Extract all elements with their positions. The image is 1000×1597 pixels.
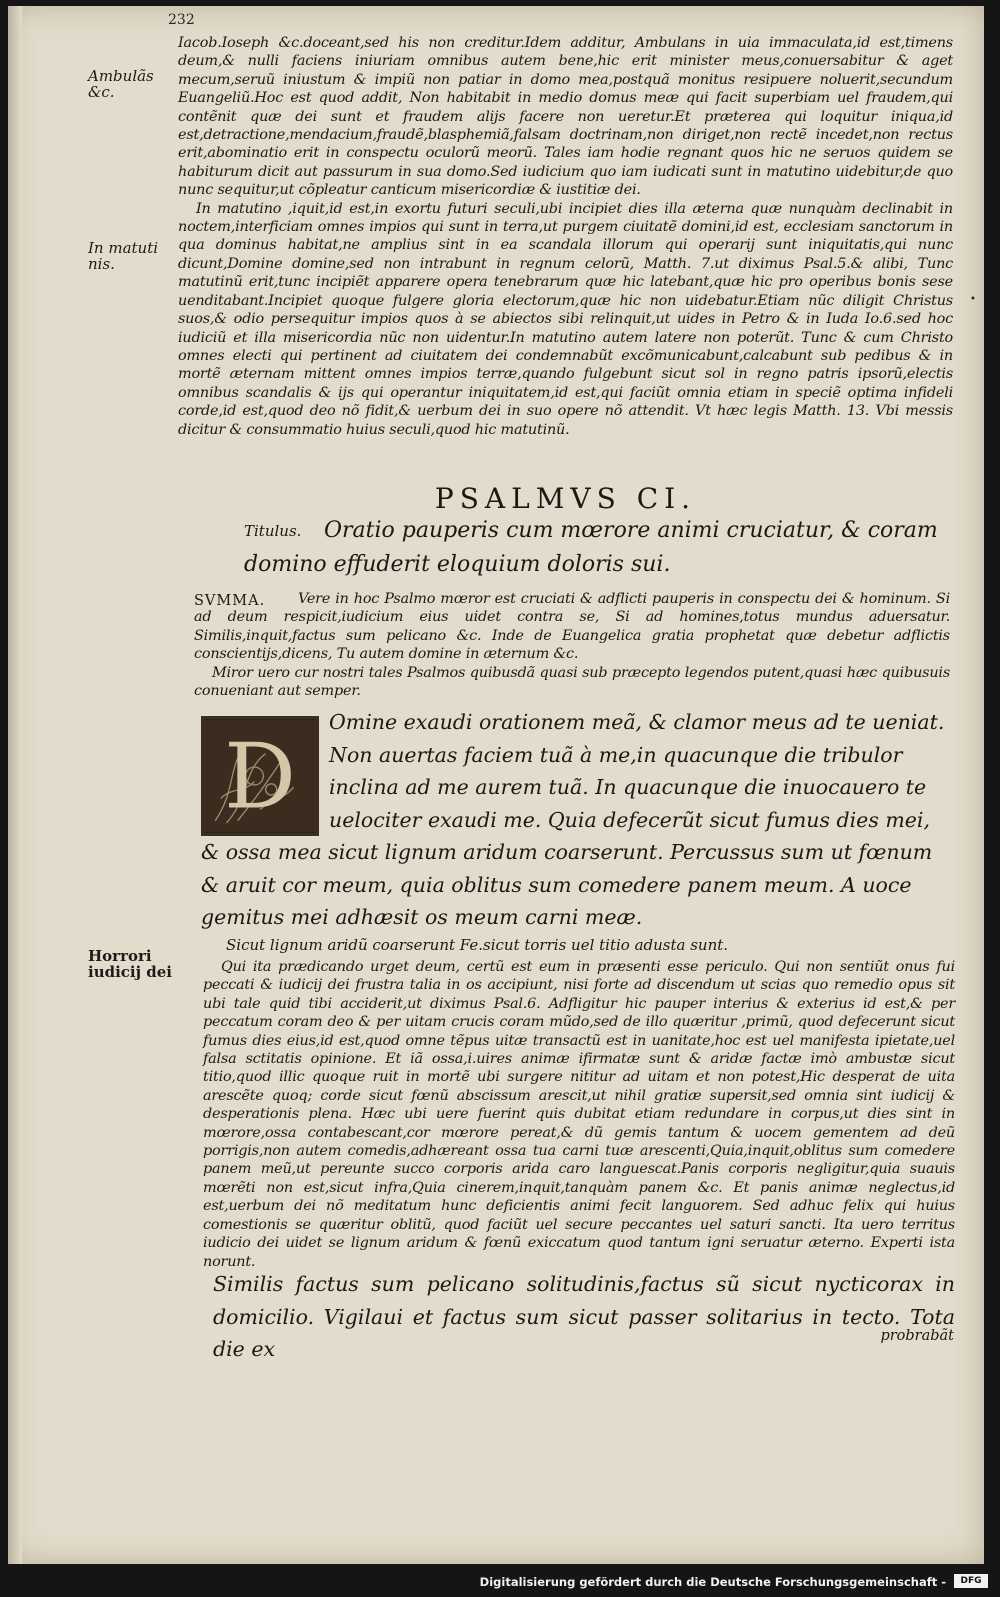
initial-letter: D — [224, 725, 296, 830]
titulus-text — [244, 514, 950, 582]
summa-label: SVMMA. — [194, 593, 266, 609]
margin-note-line: iudicij dei — [88, 963, 173, 981]
verse-gloss: Sicut lignum aridũ coarserunt Fe.sicut torris uel titio adusta sunt. — [226, 936, 729, 954]
commentary-bottom — [203, 958, 955, 1271]
margin-note-line: &c. — [88, 83, 115, 101]
commentary-paragraph: In matutino ,iquit,id est,in exortu futuri seculi,ubi incipiet dies illa æterna quæ nunquàm declinabit in noctem,interficiam omnes impios qui sunt in terra,ut purgem ciuitatẽ domini,id est, ecclesiam sanctorum in qua dominus habitat,ne amplius sint in ea scandala illorum qui operarij sunt iniquitatis,qui nunc dicunt,Domine domine,sed non intrabunt in regnum celorũ, Matth. 7.ut diximus Psal.5.& alibi, Tunc matutinũ erit,tunc incipiẽt apparere opera tenebrarum quæ hic latebant,quæ hic pro operibus bonis sese uenditabant.Incipiet quoque fulgere gloria electorum,quæ hic non uidebatur.Etiam nũc diligit Christus suos,& odio persequitur impios quos à se abiectos sibi relinquit,ut uides in Petro & in Iuda Io.6.sed hoc iudiciũ et illa misericordia nũc non uidentur.In matutino autem latere non poterũt. Tunc & cum Christo omnes electi qui pertinent ad ciuitatem dei condemnabũt excõmunicabunt,calcabunt sub pedibus & in mortẽ æternam mittent omnes impios terræ,quando fulgebunt sicut sol in regno patris ipsorũ,electis omnibus scandalis & ijs qui operantur iniquitatem,id est,qui faciũt omnia etiam in speciẽ optima infideli corde,id est,quod deo nõ fidit,& uerbum dei in suo opere nõ attendit. Vt hæc legis Matth. 13. Vbi messis dicitur & consummatio huius seculi,quod hic matutinũ. — [178, 200, 953, 438]
margin-note-in-matutinis — [88, 240, 178, 272]
margin-note-line: Ambulãs — [88, 67, 154, 85]
margin-note-line: Horrori — [88, 947, 152, 965]
titulus-label: Titulus. — [244, 522, 302, 540]
footer-credit: Digitalisierung gefördert durch die Deutsche Forschungsgemeinschaft - — [479, 1575, 946, 1589]
book-page — [8, 6, 984, 1564]
psalm-text-2: Similis factus sum pelicano solitudinis,factus sũ sicut nycticorax in domicilio. Vigilaui et factus sum sicut passer solitarius in tecto. Tota die ex — [213, 1272, 955, 1361]
psalm-heading: PSALMVS CI. — [434, 482, 697, 515]
commentary-paragraph: Iacob.Ioseph &c.doceant,sed his non creditur.Idem additur, Ambulans in uia immaculata,id est,timens deum,& nulli faciens iniuriam omnibus autem bene,hic erit minister meus,conuersabitur & aget mecum,seruũ iniustum & impiũ non patiar in domo mea,postquã monitus resipuere noluerit,secundum Euangeliũ.Hoc est quod addit, Non habitabit in medio domus meæ qui facit superbiam uel fraudem,qui contẽnit quæ dei sunt et fraudem alijs facere non ueretur.Et præterea qui loquitur iniqua,id est,detractione,mendacium,fraudẽ,blasphemiã,falsam doctrinam,non diriget,non rectẽ incedet,non rectus erit,abominatio erit in conspectu oculorũ meorũ. Tales iam hodie regnant quos hic ne seruos quidem se habiturum dicit aut passurum in sua domo.Sed iudicium quo iam iudicati sunt in matutino uidebitur,de quo nunc sequitur,ut cõpleatur canticum misericordiæ & iustitiæ dei. — [178, 35, 953, 199]
dfg-logo: DFG — [954, 1574, 988, 1588]
commentary-top — [178, 34, 953, 439]
margin-note-ambulans — [88, 68, 178, 100]
edge-mark: • — [970, 294, 976, 305]
commentary-paragraph: Qui ita prædicando urget deum, certũ est eum in præsenti esse periculo. Qui non sentiũt onus fui peccati & iudicij dei frustra talia in os accipiunt, nisi forte ad discendum ut scias quo remedio opus sit ubi tale quid tibi acciderit,ut diximus Psal.6. Adfligitur hic pauper interius & exterius id est,& per peccatum coram deo & per uitam crucis coram mũdo,sed de illo quæritur ,primũ, quod defecerunt sicut fumus dies eius,id est,quod omne tẽpus uitæ transactũ est in uanitate,hoc est uel manifesta ipietate,uel falsa sctitatis opinione. Et iã ossa,i.uires animæ ifirmatæ sunt & aridæ factæ imò ambustæ sicut titio,quod illic quoque ruit in mortẽ ubi surgere nititur ad uitam et non potest,Hic desperat de uita arescẽte quoq; corde sicut fœnũ abscissum arescit,ut nihil gratiæ supersit,sed omnia sint iudicij & desperationis plena. Hæc ubi uere fuerint quis dubitat etiam redundare in corpus,ut dies sint in mœrore,ossa contabescant,cor mœrore pereat,& dũ gemis tantum & uocem gementem ad deũ porrigis,non autem comedis,adhæreant ossa tua carni tuæ arescenti,Quia,inquit,oblitus sum comedere panem meũ,ut pereunte succo corporis arida caro languescat.Panis corporis negligitur,quia suauis mœrẽti non est,sicut infra,Quia cinerem,inquit,tanquàm panem &c. Et panis animæ neglectus,id est,uerbum dei nõ meditatum hunc deficientis animi fecit languorem. Sed adhuc felix qui huius comestionis se quæritur oblitũ, quod faciũt uel secure peccantes uel saturi sancti. Ita uero territus iudicio dei uidet se lignum aridum & fœnũ exiccatum quod tantum igni seruatur æterno. Experti ista norunt. — [203, 959, 955, 1270]
psalm-text-1 — [201, 706, 953, 934]
summa-paragraph: Vere in hoc Psalmo mœror est cruciati & adflicti pauperis in conspectu dei & hominum. Si ad deum respicit,iudicium eius uidet contra se, Si ad homines,totus mundus aduersatur. Similis,inquit,factus sum pelicano &c. Inde de Euangelica gratia prophetat quæ debetur adflictis conscientijs,dicens, Tu autem domine in æternum &c. — [194, 591, 950, 663]
summa-paragraph: Miror uero cur nostri tales Psalmos quibusdã quasi sub præcepto legendos putent,quasi hæc quibusuis conueniant aut semper. — [194, 664, 950, 700]
margin-note-line: In matuti — [88, 239, 159, 257]
catchword: probrabãt — [880, 1328, 954, 1344]
margin-note-line: nis. — [88, 255, 115, 273]
margin-note-horrori — [88, 948, 178, 980]
psalm-verses: Omine exaudi orationem meã, & clamor meus ad te ueniat. Non auertas faciem tuã à me,in quacunque die tribulor inclina ad me aurem tuã. In quacunque die inuocauero te uelociter exaudi me. Quia defecerũt sicut fumus dies mei, & ossa mea sicut lignum aridum coarserunt. Percussus sum ut fœnum & aruit cor meum, quia oblitus sum comedere panem meum. A uoce gemitus mei adhæsit os meum carni meæ. — [201, 710, 945, 929]
page-fold-shadow — [8, 6, 22, 1564]
summa-text — [194, 590, 950, 700]
titulus-body: Oratio pauperis cum mœrore animi cruciatur, & coram domino effuderit eloquium doloris sui. — [244, 518, 938, 577]
footer-bar — [0, 1566, 1000, 1597]
page-number: 232 — [168, 12, 195, 28]
